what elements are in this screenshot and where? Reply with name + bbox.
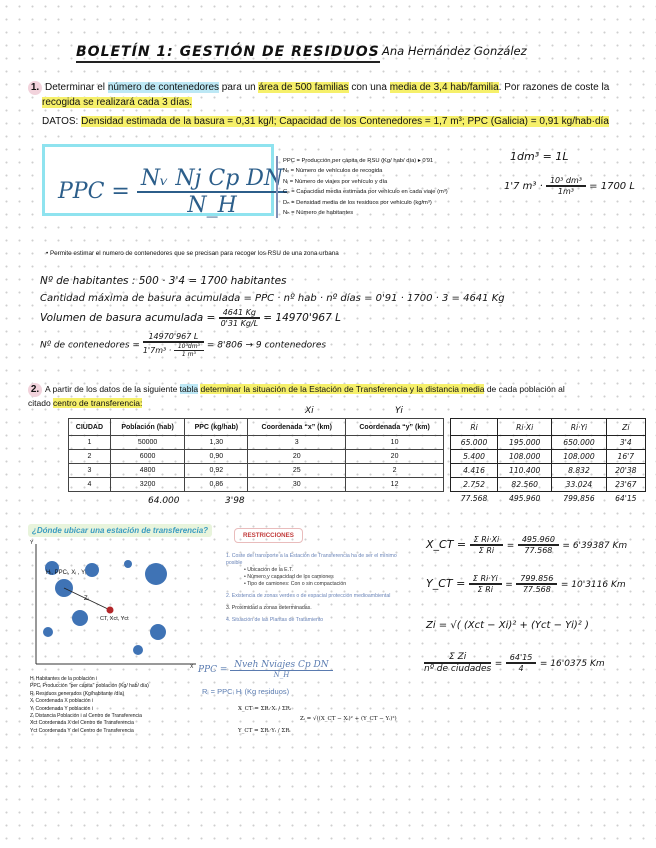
city-bubble (133, 645, 143, 655)
hw-sum: 64'15 (615, 494, 637, 503)
slide-legend-item: Xᵢ Coordenada X población i (30, 698, 94, 705)
yct-lhs: Y_CT = (426, 577, 466, 590)
slide-legend-item: PPCᵢ Producción "per cápita" población (Kg/ hab/ día) (30, 683, 149, 690)
highlight-centro: centro de transferencia: (53, 398, 143, 408)
xct-den2: 77.568 (524, 546, 553, 555)
table-cell: 4 (69, 478, 111, 492)
restriction-item: 1. Coste del transporte a la Estación de Transferencia ha de ser el mínimo posible (226, 553, 397, 566)
city-bubble (150, 624, 166, 640)
table-cell: 50000 (110, 436, 185, 450)
table-cell: 3 (248, 436, 346, 450)
ex2-text: de cada población al citado (28, 384, 565, 408)
table-row (69, 464, 444, 478)
table-cell: 0,92 (185, 464, 248, 478)
hw-row (451, 464, 646, 478)
xct-num2: 495.960 (518, 535, 559, 546)
xct-result: = 6'39387 Km (562, 541, 628, 551)
xct-fraction-1 (470, 535, 504, 555)
xct-den: Σ Ri (478, 546, 495, 555)
hw-cell: 4.416 (451, 464, 498, 478)
table-cell: 12 (346, 478, 444, 492)
table-cell: 20 (248, 450, 346, 464)
transfer-station-marker (107, 607, 114, 614)
legend-item: Nₕ = Número de habitantes (283, 210, 354, 217)
bullet-note: • Permite estimar el numero de contenedores que se precisan para recoger los RSU de una zona urbana (46, 250, 339, 257)
equals-sign: = (505, 580, 513, 590)
hw-cell: 23'67 (606, 478, 645, 492)
hw-line-volumen (40, 308, 341, 328)
restrictions-list (226, 553, 402, 624)
sum-ppc: 3'98 (225, 496, 245, 506)
exercise-1-number: 1. (28, 81, 42, 95)
ex1-text: para un (219, 82, 259, 93)
table-cell: 2 (69, 450, 111, 464)
hw-cell: 65.000 (451, 436, 498, 450)
legend-item: PPC = Producción per cápita de RSU (Kg/ hab/ día) ▸ 0'91 (283, 158, 434, 164)
table-cell: 10 (346, 436, 444, 450)
restriction-subitem: • Ubicación de la E.T. (244, 567, 294, 573)
table-cell: 3 (69, 464, 111, 478)
city-bubble (72, 610, 88, 626)
slide-ppc-lhs: PPC = (198, 665, 228, 675)
cont-fraction (143, 332, 204, 358)
restriction-subitem: • Número y capacidad de los camiones (244, 574, 334, 580)
slide-question: ¿Dónde ubicar una estación de transferencia? (28, 524, 212, 537)
ex1-text: con una (348, 82, 390, 93)
slide-z-formula: Zᵢ = √((X_CT − Xᵢ)² + (Y_CT − Yᵢ)²) (300, 716, 397, 722)
hw-cell: 110.400 (498, 464, 552, 478)
table-header: Coordenada “x” (km) (248, 419, 346, 436)
cont-num: 14970'967 L (143, 332, 204, 343)
author-name: Ana Hernández González (382, 44, 527, 58)
label-xi: Xi (305, 406, 314, 416)
equals-sign: = (494, 659, 503, 669)
hw-sum-row (451, 492, 646, 506)
table-header-row (69, 419, 444, 436)
vol-part: Volumen de basura acumulada = (40, 312, 216, 324)
cont-den-num: 10³dm³ (174, 343, 204, 351)
restrictions-title: RESTRICCIONES (234, 528, 303, 543)
table-cell: 20 (346, 450, 444, 464)
highlight-determinar: determinar la situación de la Estación de Transferencia y la distancia media (200, 384, 485, 394)
avg-num: Σ Zi (424, 652, 491, 664)
data-table (68, 418, 444, 492)
map-label-ct: CT, Xct, Yct (100, 616, 129, 622)
sum-population: 64.000 (148, 496, 180, 506)
cont-den-fraction (174, 343, 204, 358)
map-label-z: Zᵢ (84, 596, 89, 602)
slide-ppc-den: N_H (273, 671, 290, 679)
hw-line-habitantes: Nº de habitantes : 500 · 3'4 = 1700 habitantes (40, 275, 287, 287)
cont-part: = 8'806 → 9 contenedores (206, 340, 327, 351)
hw-header: Ri (451, 419, 498, 436)
hw-cell: 195.000 (498, 436, 552, 450)
table-cell: 25 (248, 464, 346, 478)
conv-part: 1'7 m³ · (504, 181, 543, 192)
slide-ppc-num: Nveh Nviajes Cp DN (230, 660, 332, 671)
avg-result: = 16'0375 Km (539, 659, 605, 669)
slide-xct-formula: X_CT = ΣRᵢ·Xᵢ / ΣRᵢ (238, 706, 292, 712)
hw-cell: 2.752 (451, 478, 498, 492)
ex1-text: . Por razones de coste la (498, 82, 610, 93)
page-title: BOLETÍN 1: GESTIÓN DE RESIDUOS (76, 44, 380, 63)
xct-num: Σ Ri·Xi (470, 535, 504, 546)
restriction-item: 3. Proximidad a zonas determinadas. (226, 605, 312, 611)
yct-num2: 799.856 (516, 574, 557, 585)
city-bubble (145, 563, 167, 585)
formula-fraction (137, 166, 287, 218)
hw-row (451, 450, 646, 464)
cont-part: Nº de contenedores = (40, 340, 140, 351)
slide-legend-item: Hᵢ Habitantes de la población i (30, 676, 98, 682)
hw-row (451, 436, 646, 450)
avg-den: nº de ciudades (424, 664, 492, 674)
hw-sum: 77.568 (460, 494, 488, 503)
table-row (69, 450, 444, 464)
slide-r-formula: Rᵢ = PPCᵢ Hᵢ (Kg residuos) (202, 687, 290, 696)
legend-item: Dₙ = Densidad media de los residuos por vehículo (kg/m³) (283, 199, 432, 206)
hw-line-contenedores (40, 332, 326, 358)
map-axis-y-label: Y (30, 540, 34, 546)
hw-sum: 799.856 (563, 494, 595, 503)
unit-conversion-1: 1dm³ = 1L (510, 150, 569, 163)
city-bubble (124, 560, 132, 568)
legend-item: Nᵥ = Número de vehículos de recogida (283, 168, 383, 175)
legend-item: Cₚ = Capacidad media estimada por vehículo en cada viaje (m³) (283, 189, 448, 196)
xct-fraction-2 (518, 535, 559, 555)
highlight-area: área de 500 familias (258, 82, 349, 93)
vol-num: 4641 Kg (219, 308, 260, 319)
highlight-contenedores: número de contenedores (107, 82, 219, 93)
conv-den: 1m³ (557, 187, 574, 196)
hw-cell: 108.000 (498, 450, 552, 464)
yct-den: Σ Ri (477, 585, 493, 594)
ex2-text: A partir de los datos de la siguiente (45, 384, 180, 394)
table-cell: 30 (248, 478, 346, 492)
restriction-item: 2. Existencia de zonas verdes o de espacial protección medioambiental (226, 593, 391, 599)
yct-den2: 77.568 (522, 585, 551, 594)
hw-row (451, 478, 646, 492)
hw-line-cantidad: Cantidad máxima de basura acumulada = PPC · nº hab · nº días = 0'91 · 1700 · 3 = 4641 Kg (40, 293, 505, 304)
slide-legend (30, 676, 149, 735)
vol-den: 0'31 Kg/L (220, 319, 259, 328)
avg-num2: 64'15 (506, 653, 537, 664)
calc-yct (426, 574, 626, 594)
legend-item: Nⱼ = Número de viajes por vehículo y día (283, 178, 388, 185)
equals-sign: = (506, 541, 515, 551)
formula-denominator: N_H (187, 193, 237, 218)
map-label-h: Hᵢ, PPCᵢ, Xᵢ , Yᵢ (46, 570, 87, 576)
slide-ppc-formula (198, 660, 333, 679)
hw-cell: 108.000 (552, 450, 606, 464)
highlight-tabla: tabla (179, 384, 199, 394)
hw-header: Zi (606, 419, 645, 436)
cont-den (143, 343, 204, 358)
hw-cell: 33.024 (552, 478, 606, 492)
table-cell: 3200 (110, 478, 185, 492)
yct-result: = 10'3116 Km (560, 580, 626, 590)
ppc-formula (58, 166, 287, 218)
cont-den-text: 1'7m³ · (142, 346, 172, 355)
hw-cell: 5.400 (451, 450, 498, 464)
restriction-item: 4. Situación de las Plantas de Tratamiento (226, 617, 324, 623)
yct-num: Σ Ri·Yi (469, 574, 502, 585)
location-map (30, 540, 200, 670)
yct-fraction-2 (516, 574, 557, 594)
map-axis-x-label: X (190, 664, 194, 670)
slide-legend-item: Yct Coordenada Y del Centro de Transferencia (30, 727, 134, 734)
formula-legend (276, 156, 448, 218)
handwritten-table (450, 418, 646, 505)
vol-part: = 14970'967 L (263, 312, 341, 324)
unit-conversion-2 (504, 176, 635, 196)
hw-header: Ri·Yi (552, 419, 606, 436)
conv-num: 10³ dm³ (546, 176, 586, 187)
slide-legend-item: Zᵢ Distancia Población i al Centro de Transferencia (30, 713, 142, 720)
data-prefix: DATOS: (42, 116, 82, 127)
table-row (69, 478, 444, 492)
restriction-subitem: • Tipo de camiones: Con o sin compactación (244, 581, 347, 587)
avg-fraction-2 (506, 653, 537, 673)
table-row (69, 436, 444, 450)
slide-legend-item: Yᵢ Coordenada Y población i (30, 705, 93, 712)
city-bubble (43, 627, 53, 637)
exercise-1-statement (28, 80, 628, 110)
table-header: Población (hab) (110, 419, 185, 436)
hw-cell: 82.560 (498, 478, 552, 492)
data-values: Densidad estimada de la basura = 0,31 kg/l; Capacidad de los Contenedores = 1,7 m³; PPC (Galicia) = 0,91 kg/hab·día (81, 116, 609, 127)
vol-fraction (219, 308, 260, 328)
hw-header: Ri·Xi (498, 419, 552, 436)
table-header: PPC (kg/hab) (185, 419, 248, 436)
data-line (42, 116, 609, 127)
cont-den-den: 1 m³ (181, 351, 196, 358)
calc-average (424, 652, 605, 674)
slide-yct-formula: Y_CT = ΣRᵢ·Yᵢ / ΣRᵢ (238, 728, 291, 734)
table-cell: 2 (346, 464, 444, 478)
hw-cell: 650.000 (552, 436, 606, 450)
exercise-2-number: 2. (28, 383, 42, 397)
highlight-recogida: recogida se realizará cada 3 días. (42, 97, 193, 108)
hw-cell: 20'38 (606, 464, 645, 478)
conv-part: = 1700 L (589, 181, 635, 192)
calc-xct (426, 535, 627, 555)
hw-cell: 3'4 (606, 436, 645, 450)
table-cell: 6000 (110, 450, 185, 464)
table-cell: 0,86 (185, 478, 248, 492)
hw-sum: 495.960 (508, 494, 541, 503)
calc-zi: Zi = √( (Xct − Xi)² + (Yct − Yi)² ) (426, 620, 589, 631)
yct-fraction-1 (469, 574, 502, 594)
table-cell: 4800 (110, 464, 185, 478)
table-cell: 1,30 (185, 436, 248, 450)
avg-fraction-1 (424, 652, 491, 674)
highlight-media: media de 3,4 hab/familia (389, 82, 499, 93)
city-bubble (85, 563, 99, 577)
hw-header-row (451, 419, 646, 436)
ex1-text: Determinar el (45, 82, 108, 93)
table-header: Coordenada “y” (km) (346, 419, 444, 436)
formula-numerator: Nᵥ Nj Cp DN (137, 166, 287, 193)
conv-fraction (546, 176, 586, 196)
slide-legend-item: Rᵢ Residuos generados (Kg/habitante /día) (30, 690, 125, 697)
xct-lhs: X_CT = (426, 538, 467, 551)
slide-ppc-fraction (230, 660, 332, 679)
hw-cell: 16'7 (606, 450, 645, 464)
slide-legend-item: Xct Coordenada X del Centro de Transferencia (30, 720, 134, 727)
table-cell: 0,90 (185, 450, 248, 464)
formula-lhs: PPC = (58, 179, 130, 204)
label-yi: Yi (395, 406, 403, 416)
table-cell: 1 (69, 436, 111, 450)
hw-cell: 8.832 (552, 464, 606, 478)
table-header: CIUDAD (69, 419, 111, 436)
avg-den2: 4 (518, 664, 524, 673)
